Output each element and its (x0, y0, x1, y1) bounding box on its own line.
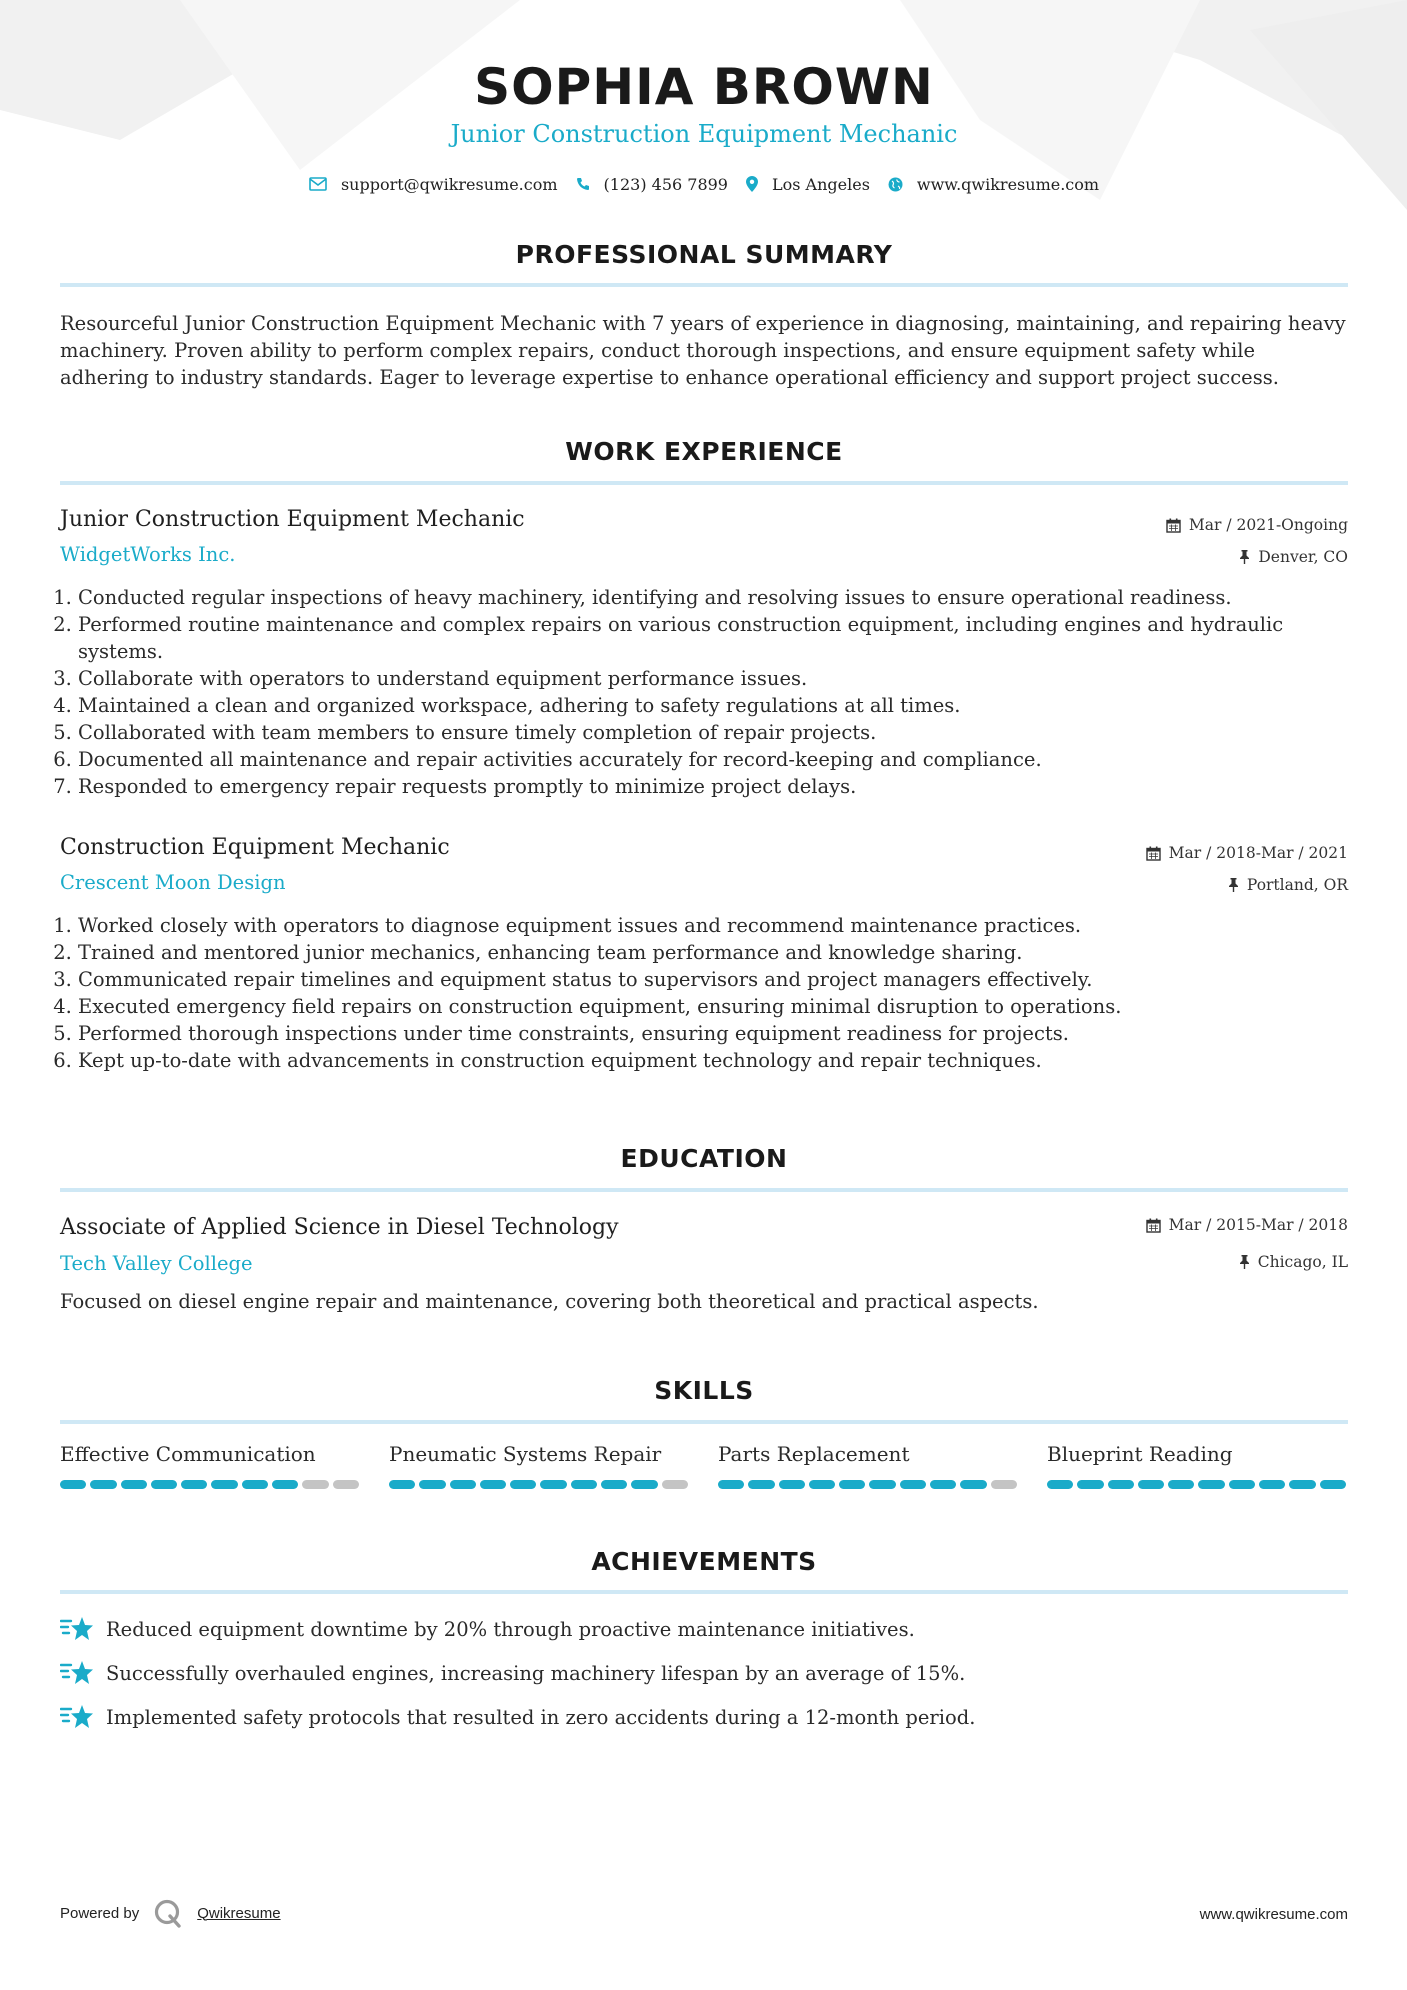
list-item: 6. Kept up-to-date with advancements in construction equipment technology and repair techniques. (78, 1047, 1366, 1074)
skill-segment-filled (930, 1480, 956, 1489)
skill-segment-filled (718, 1480, 744, 1489)
achievement-item (60, 1659, 1348, 1687)
contact-location-text: Los Angeles (771, 174, 870, 194)
list-item: 6. Documented all maintenance and repair activities accurately for record-keeping and compliance. (78, 746, 1366, 773)
skill-segment-filled (242, 1480, 268, 1489)
education-heading: EDUCATION (620, 1144, 788, 1173)
job-location (1239, 548, 1348, 566)
contact-phone-text: (123) 456 7899 (603, 174, 728, 194)
candidate-title: Junior Construction Equipment Mechanic (450, 120, 958, 148)
skill-segment-filled (1138, 1480, 1164, 1489)
skill-segment-empty (333, 1480, 359, 1489)
skill-level-bar (389, 1480, 688, 1489)
skill-segment-filled (869, 1480, 895, 1489)
achievement-text: Implemented safety protocols that resulted in zero accidents during a 12-month period. (106, 1705, 976, 1729)
list-item: 2. Trained and mentored junior mechanics, enhancing team performance and knowledge sharing. (78, 939, 1366, 966)
pushpin-icon (1228, 878, 1239, 892)
skill-segment-filled (121, 1480, 147, 1489)
education-dates-text: Mar / 2015-Mar / 2018 (1168, 1216, 1348, 1234)
skill-item (1047, 1442, 1346, 1489)
skill-segment-filled (60, 1480, 86, 1489)
skill-segment-filled (151, 1480, 177, 1489)
degree-title: Associate of Applied Science in Diesel Technology (60, 1215, 619, 1240)
list-item: 3. Communicated repair timelines and equipment status to supervisors and project managers effectively. (78, 966, 1366, 993)
skill-segment-filled (1077, 1480, 1103, 1489)
skill-segment-filled (809, 1480, 835, 1489)
job-location (1228, 876, 1348, 894)
skill-level-bar (60, 1480, 359, 1489)
list-item: 1. Conducted regular inspections of heavy machinery, identifying and resolving issues to ensure operational readiness. (78, 584, 1366, 611)
pushpin-icon (1239, 1255, 1250, 1269)
education-dates (1146, 1216, 1348, 1234)
skill-segment-filled (480, 1480, 506, 1489)
skill-name: Blueprint Reading (1047, 1442, 1233, 1466)
contact-bar (60, 172, 1348, 196)
skill-name: Effective Communication (60, 1442, 316, 1466)
list-item: 1. Worked closely with operators to diagnose equipment issues and recommend maintenance practices. (78, 912, 1366, 939)
job-bullets (60, 912, 1366, 1074)
skill-name: Parts Replacement (718, 1442, 910, 1466)
skill-segment-empty (991, 1480, 1017, 1489)
skill-level-bar (718, 1480, 1017, 1489)
globe-icon (888, 177, 903, 192)
job-title: Junior Construction Equipment Mechanic (60, 507, 525, 532)
qwikresume-logo-icon (153, 1898, 183, 1928)
skill-item (60, 1442, 359, 1489)
skill-segment-filled (1229, 1480, 1255, 1489)
skill-segment-filled (1108, 1480, 1134, 1489)
skill-name: Pneumatic Systems Repair (389, 1442, 662, 1466)
achievement-text: Successfully overhauled engines, increasing machinery lifespan by an average of 15%. (106, 1661, 966, 1685)
envelope-icon (309, 177, 327, 191)
list-item: 4. Executed emergency field repairs on construction equipment, ensuring minimal disruption to operations. (78, 993, 1366, 1020)
contact-phone[interactable] (576, 175, 728, 194)
skill-segment-filled (1320, 1480, 1346, 1489)
skill-segment-empty (302, 1480, 328, 1489)
job-dates-text: Mar / 2021-Ongoing (1188, 516, 1348, 534)
list-item: 2. Performed routine maintenance and complex repairs on various construction equipment, including engines and hydraulic systems. (78, 611, 1366, 665)
footer-url[interactable]: www.qwikresume.com (1199, 1906, 1348, 1923)
skill-segment-filled (1259, 1480, 1285, 1489)
school-name: Tech Valley College (60, 1252, 253, 1275)
contact-location (746, 175, 870, 194)
skill-segment-filled (1289, 1480, 1315, 1489)
skill-segment-filled (419, 1480, 445, 1489)
job-dates (1166, 516, 1348, 534)
skill-segment-filled (900, 1480, 926, 1489)
list-item: 4. Maintained a clean and organized workspace, adhering to safety regulations at all times. (78, 692, 1366, 719)
skill-segment-empty (662, 1480, 688, 1489)
job-bullets (60, 584, 1366, 800)
calendar-icon (1146, 846, 1161, 861)
skill-level-bar (1047, 1480, 1346, 1489)
map-pin-icon (746, 176, 758, 192)
qwikresume-link[interactable]: Qwikresume (197, 1904, 281, 1922)
job-location-text: Denver, CO (1258, 548, 1348, 566)
experience-heading: WORK EXPERIENCE (565, 437, 843, 466)
contact-website-text: www.qwikresume.com (916, 174, 1100, 194)
achievement-item (60, 1703, 1348, 1731)
skill-segment-filled (540, 1480, 566, 1489)
list-item: 3. Collaborate with operators to understand equipment performance issues. (78, 665, 1366, 692)
contact-email[interactable] (309, 175, 558, 194)
achievements-heading: ACHIEVEMENTS (591, 1547, 817, 1576)
list-item: 5. Collaborated with team members to ensure timely completion of repair projects. (78, 719, 1366, 746)
skill-segment-filled (779, 1480, 805, 1489)
achievement-text: Reduced equipment downtime by 20% through proactive maintenance initiatives. (106, 1617, 915, 1641)
footer-powered-by (60, 1898, 281, 1928)
skill-segment-filled (211, 1480, 237, 1489)
skill-segment-filled (748, 1480, 774, 1489)
skill-segment-filled (272, 1480, 298, 1489)
summary-text: Resourceful Junior Construction Equipment Mechanic with 7 years of experience in diagnosing, maintaining, and repairing heavy machinery. Proven ability to perform complex repairs, conduct thorough inspections, and ensure equipment safety while adhering to industry standards. Eager to leverage expertise to enhance operational efficiency and support project success. (60, 312, 1346, 389)
shooting-star-icon (60, 1615, 94, 1643)
skill-segment-filled (181, 1480, 207, 1489)
job-title: Construction Equipment Mechanic (60, 835, 450, 860)
job-dates-text: Mar / 2018-Mar / 2021 (1168, 844, 1348, 862)
skill-item (718, 1442, 1017, 1489)
contact-email-text: support@qwikresume.com (340, 174, 558, 194)
job-location-text: Portland, OR (1246, 876, 1348, 894)
skills-divider (60, 1420, 1348, 1424)
education-divider (60, 1188, 1348, 1192)
education-description: Focused on diesel engine repair and maintenance, covering both theoretical and practical aspects. (60, 1290, 1039, 1313)
calendar-icon (1166, 518, 1181, 533)
skill-segment-filled (510, 1480, 536, 1489)
skill-segment-filled (1198, 1480, 1224, 1489)
skill-segment-filled (90, 1480, 116, 1489)
skill-segment-filled (1168, 1480, 1194, 1489)
job-company: WidgetWorks Inc. (60, 543, 236, 566)
shooting-star-icon (60, 1659, 94, 1687)
skill-segment-filled (631, 1480, 657, 1489)
skill-segment-filled (839, 1480, 865, 1489)
education-location (1239, 1253, 1348, 1271)
list-item: 7. Responded to emergency repair requests promptly to minimize project delays. (78, 773, 1366, 800)
calendar-icon (1146, 1218, 1161, 1233)
list-item: 5. Performed thorough inspections under time constraints, ensuring equipment readiness for projects. (78, 1020, 1366, 1047)
education-location-text: Chicago, IL (1257, 1253, 1348, 1271)
skills-grid (60, 1442, 1348, 1489)
summary-divider (60, 283, 1348, 287)
skills-heading: SKILLS (654, 1376, 754, 1405)
shooting-star-icon (60, 1703, 94, 1731)
skill-segment-filled (1047, 1480, 1073, 1489)
candidate-name: SOPHIA BROWN (474, 58, 934, 116)
phone-icon (576, 177, 590, 191)
skill-segment-filled (450, 1480, 476, 1489)
job-company: Crescent Moon Design (60, 871, 286, 894)
skill-segment-filled (960, 1480, 986, 1489)
skill-segment-filled (571, 1480, 597, 1489)
skill-segment-filled (389, 1480, 415, 1489)
experience-divider (60, 481, 1348, 485)
skill-segment-filled (601, 1480, 627, 1489)
job-dates (1146, 844, 1348, 862)
achievement-item (60, 1615, 1348, 1643)
powered-by-label: Powered by (60, 1904, 140, 1922)
summary-heading: PROFESSIONAL SUMMARY (515, 240, 893, 269)
contact-website[interactable] (888, 175, 1099, 194)
achievements-divider (60, 1590, 1348, 1594)
pushpin-icon (1239, 550, 1250, 564)
skill-item (389, 1442, 688, 1489)
